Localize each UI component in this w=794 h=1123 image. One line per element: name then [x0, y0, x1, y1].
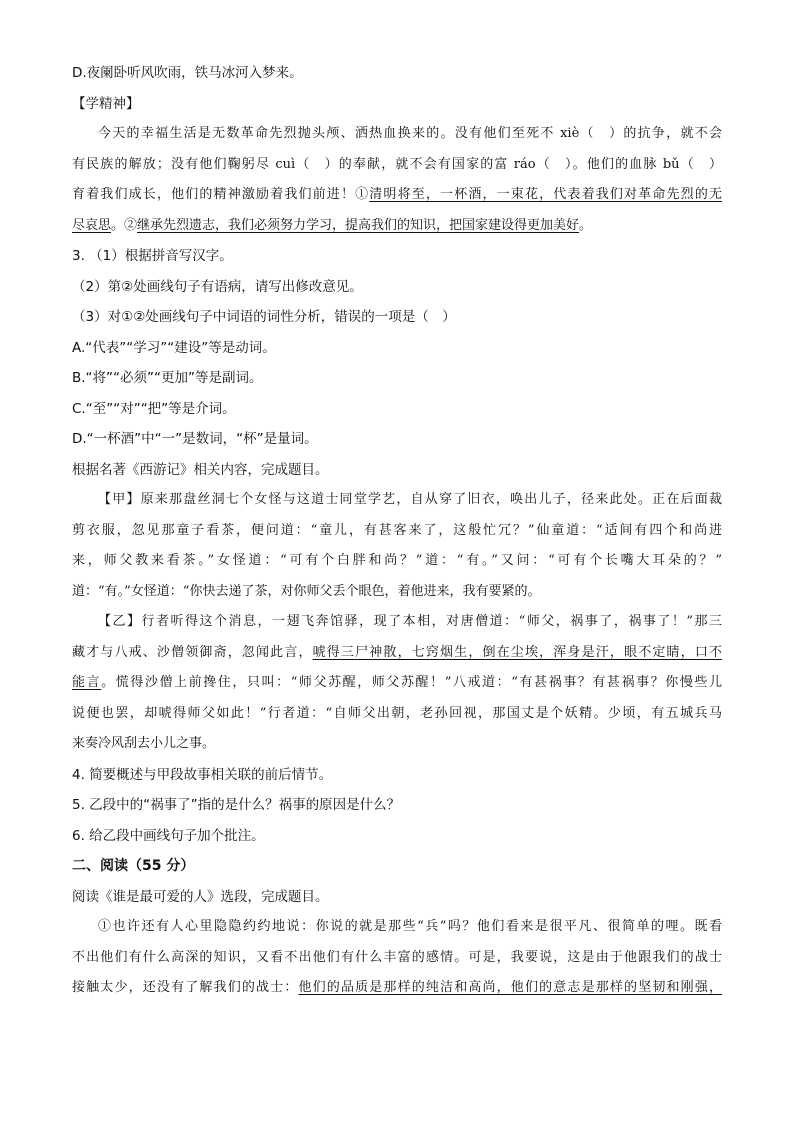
q3-stem: 3. （1）根据拼音写汉字。 [72, 248, 233, 264]
passage-line: 剪衣服，忽见那童子看茶，便问道：“童儿，有甚客来了，这般忙冗？”仙童道：“适间有四个和尚进 [72, 522, 722, 538]
passage-yi [72, 607, 722, 760]
underlined-sentence-yi-end: 能言 [72, 675, 102, 690]
underlined-sentence-1: 清明将至，一杯酒，一束花，代表着我们对革命先烈的无 [369, 187, 722, 202]
passage-line: 今天的幸福生活是无数革命先烈抛头颅、洒热血换来的。没有他们至死不 xiè（ ）的抗争，就不会 [98, 126, 722, 141]
q3-option-b: B.“将”“必须”“更加”等是副词。 [72, 370, 263, 386]
underlined-sentence-reading: 他们的品质是那样的纯洁和高尚，他们的意志是那样的坚韧和刚强， [298, 980, 722, 995]
q3-option-c: C.“至”“对”“把”等是介词。 [72, 400, 236, 417]
xue-heading: 【学精神】 [72, 95, 140, 112]
passage-line: 接触太少，还没有了解我们的战士：他们的品质是那样的纯洁和高尚，他们的意志是那样的坚韧和刚强， [72, 980, 722, 995]
q3-part3: （3）对①②处画线句子中词语的词性分析，错误的一项是（ ） [72, 309, 456, 325]
passage-line: 尽哀思。②继承先烈遗志，我们必须努力学习，提高我们的知识，把国家建设得更加美好。 [72, 217, 593, 233]
passage-line: 【乙】行者听得这个消息，一翅飞奔馆驿，现了本相，对唐僧道：“师父，祸事了，祸事了！”那三 [98, 614, 722, 629]
passage-line: 藏才与八戒、沙僧领御斋，忽闻此言，唬得三尸神散，七窍烟生，倒在尘埃，浑身是汗，眼不定睛，口不 [72, 644, 722, 660]
passage-line: ①也许还有人心里隐隐约约地说：你说的就是那些“兵”吗？他们看来是很平凡、很简单的哩。既看 [98, 919, 722, 934]
section-heading: 二、阅读（55 分） [72, 858, 195, 874]
document-page [72, 58, 722, 1004]
passage-line: 【甲】原来那盘丝洞七个女怪与这道士同堂学艺，自从穿了旧衣，唤出儿子，径来此处。正在后面裁 [98, 492, 722, 507]
passage-line: 道：“有。”女怪道：“你快去递了茶，对你师父丢个眼色，着他进来，我有要紧的。 [72, 583, 541, 599]
passage-line: 说便也罢，却唬得师父如此！”行者道：“自师父出朝，老孙回视，那国丈是个妖精。少顷，有五城兵马 [72, 705, 722, 721]
passage-line: 能言。慌得沙僧上前搀住，只叫：“师父苏醒，师父苏醒！”八戒道：“有甚祸事？有甚祸事？你慢些儿 [72, 675, 722, 690]
passage-line: 育着我们成长，他们的精神激励着我们前进！①清明将至，一杯酒，一束花，代表着我们对革命先烈的无 [72, 187, 722, 202]
passage-line: 来奏冷风刮去小儿之事。 [72, 736, 216, 751]
q2-option-d: D.夜阑卧听风吹雨，铁马冰河入梦来。 [72, 65, 303, 81]
q3-option-a: A.“代表”“学习”“建设”等是动词。 [72, 339, 276, 356]
passage-xue [72, 119, 722, 241]
passage-jia [72, 485, 722, 607]
passage-reading [72, 912, 722, 1004]
passage-line: 有民族的解放；没有他们鞠躬尽 cuì（ ）的奉献，就不会有国家的富 ráo（ ）。他们的血脉 bǔ（ ） [72, 156, 722, 172]
underlined-sentence-1-end: 尽哀思 [72, 217, 112, 233]
q5: 5. 乙段中的“祸事了”指的是什么？祸事的原因是什么？ [72, 797, 401, 813]
xiyou-intro: 根据名著《西游记》相关内容，完成题目。 [72, 461, 329, 478]
passage-line: 来，师父教来看茶。”女怪道：“可有个白胖和尚？”道：“有。”又问：“可有个长嘴大耳朵的？” [72, 553, 722, 568]
reading-intro: 阅读《谁是最可爱的人》选段，完成题目。 [72, 888, 329, 905]
q3-part2: （2）第②处画线句子有语病，请写出修改意见。 [72, 278, 363, 295]
q3-option-d: D.“一杯酒”中“一”是数词，“杯”是量词。 [72, 431, 318, 447]
underlined-sentence-yi: 唬得三尸神散，七窍烟生，倒在尘埃，浑身是汗，眼不定睛，口不 [312, 644, 722, 660]
q6: 6. 给乙段中画线句子加个批注。 [72, 827, 265, 844]
underlined-sentence-2: 继承先烈遗志，我们必须努力学习，提高我们的知识，把国家建设得更加美好 [137, 217, 580, 233]
q4: 4. 简要概述与甲段故事相关联的前后情节。 [72, 766, 333, 783]
passage-line: 不出他们有什么高深的知识，又看不出他们有什么丰富的感情。可是，我要说，这是由于他跟我们的战士 [72, 949, 722, 965]
